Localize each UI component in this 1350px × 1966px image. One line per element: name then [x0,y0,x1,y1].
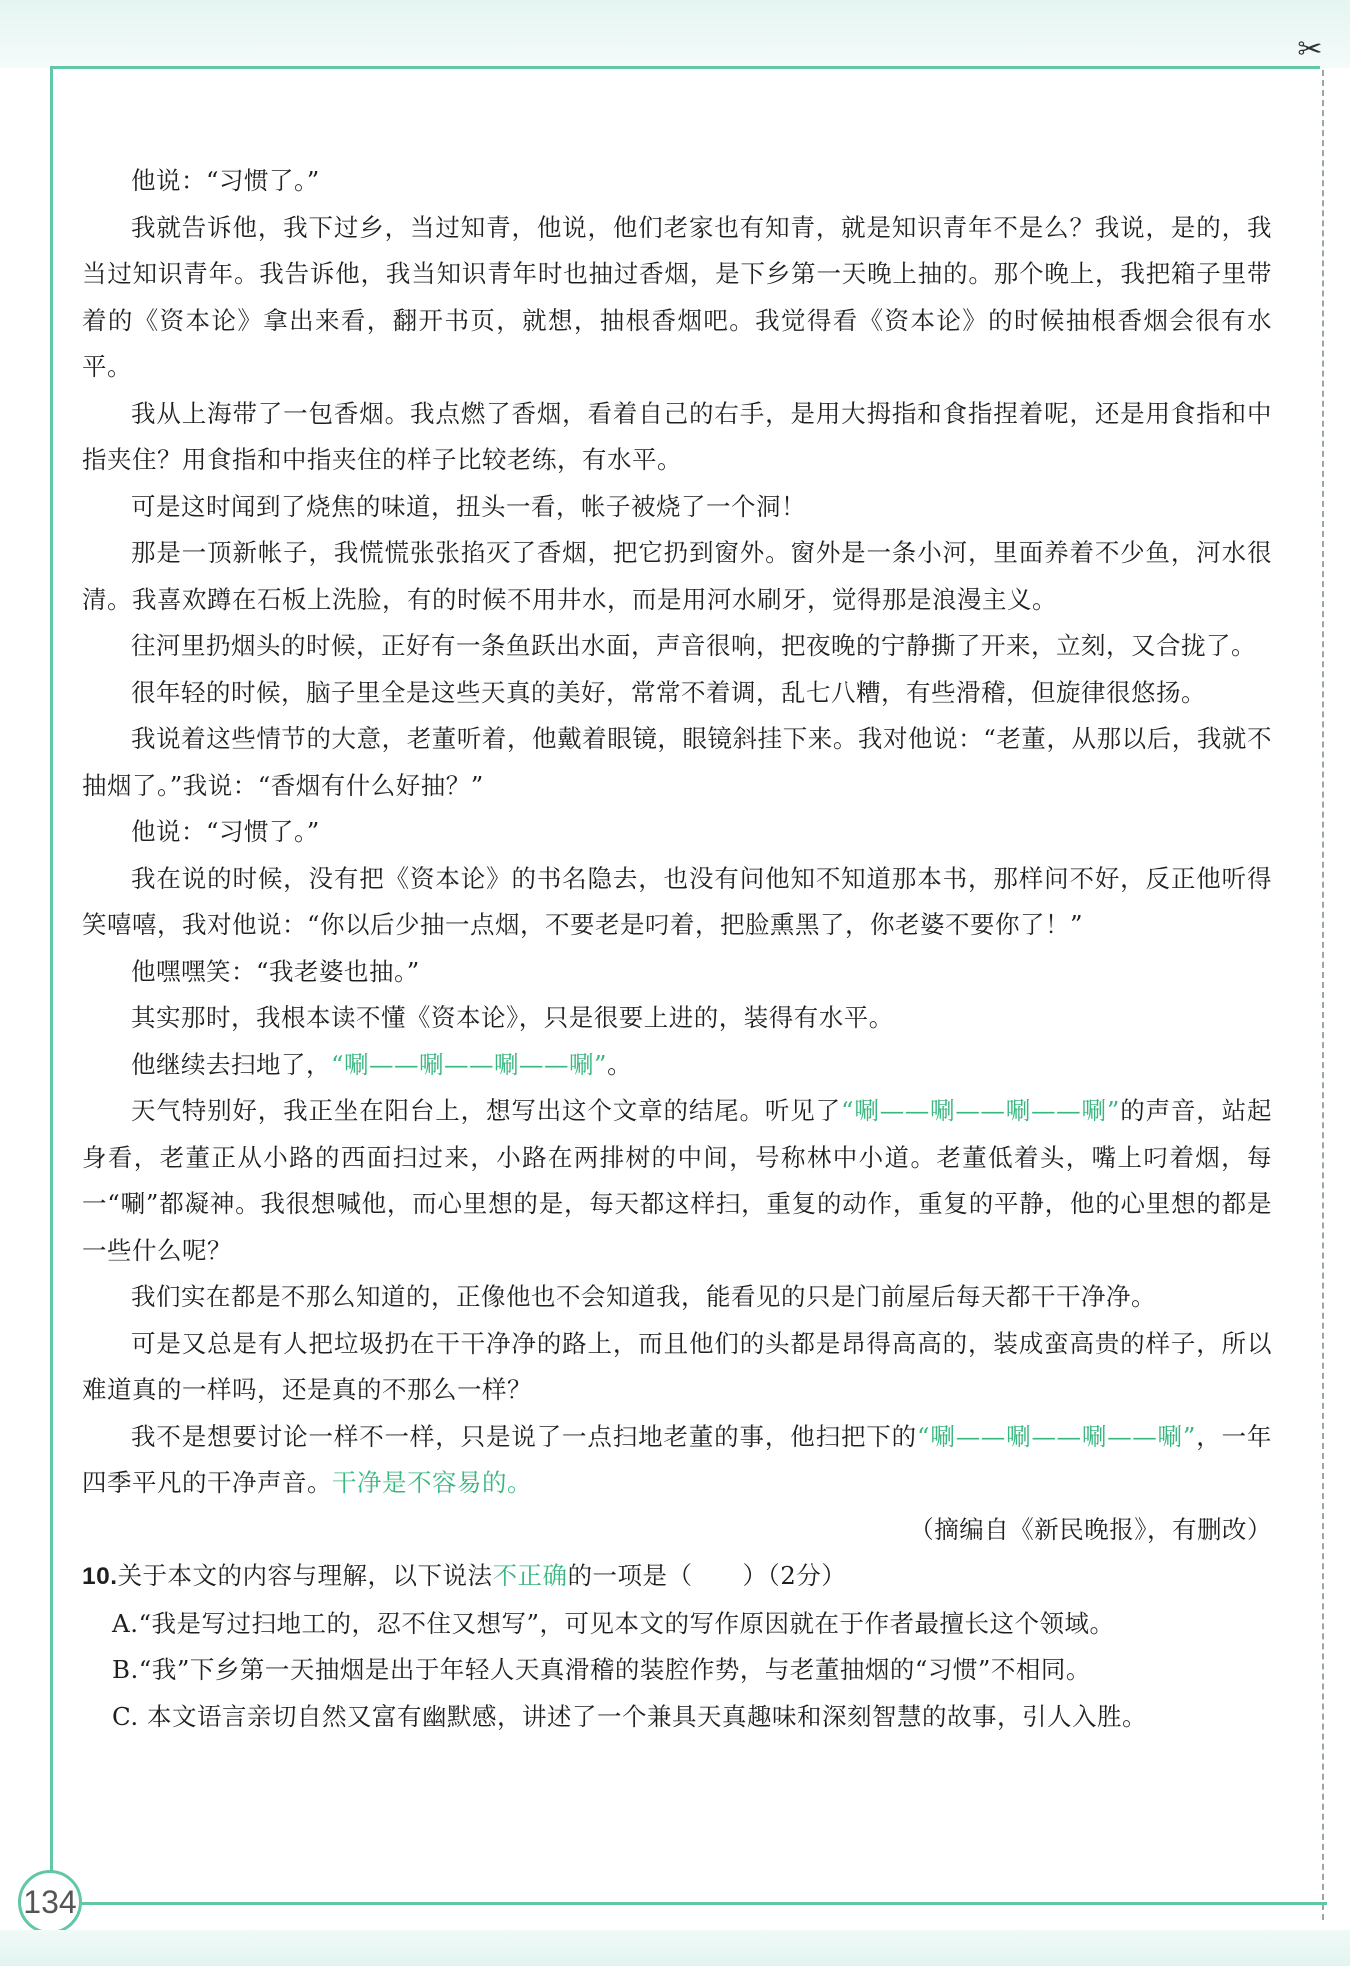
bottom-rule [82,1902,1327,1905]
paragraph-list [82,158,1272,1507]
page-number-badge [18,1870,82,1934]
paragraph-text: 他嘿嘿笑：“我老婆也抽。” [131,956,420,986]
highlighted-text: “唰——唰——唰——唰” [840,1096,1120,1125]
question-stem [82,1553,1272,1601]
paragraph-text: 往河里扔烟头的时候，正好有一条鱼跃出水面，声音很响，把夜晚的宁静撕了开来，立刻，又合拢了。 [131,631,1256,660]
paragraph [82,995,1272,1042]
paragraph-text: 可是这时闻到了烧焦的味道，扭头一看，帐子被烧了一个洞！ [131,491,806,521]
paragraph [82,1414,1272,1507]
paragraph [82,205,1272,391]
option-a[interactable]: A.“我是写过扫地工的，忍不住又想写”，可见本文的写作原因就在于作者最擅长这个领域。 [112,1608,1115,1638]
option-b[interactable]: B.“我”下乡第一天抽烟是出于年轻人天真滑稽的装腔作势，与老董抽烟的“习惯”不相同。 [112,1655,1091,1684]
paragraph [82,391,1272,484]
paragraph [82,949,1272,996]
paragraph [82,623,1272,670]
paragraph-text: 我就告诉他，我下过乡，当过知青，他说，他们老家也有知青，就是知识青年不是么？我说，是的，我当过知识青年。我告诉他，我当知识青年时也抽过香烟，是下乡第一天晚上抽的。那个晚上，我把箱子里带着的《资本论》拿出来看，翻开书页，就想，抽根香烟吧。我觉得看《资本论》的时候抽根香烟会很有水平。 [82,212,1272,381]
paragraph-text: 天气特别好，我正坐在阳台上，想写出这个文章的结尾。听见了 [131,1096,841,1125]
paragraph-text: 。 [607,1049,633,1079]
paragraph [82,530,1272,623]
paragraph [82,670,1272,717]
paragraph [82,1321,1272,1414]
cut-line [1322,70,1324,1920]
paragraph [82,1042,1272,1089]
paragraph-text: 的声音，站起身看，老董正从小路的西面扫过来，小路在两排树的中间，号称林中小道。老董低着头，嘴上叼着烟，每一“唰”都凝神。我很想喊他，而心里想的是，每天都这样扫，重复的动作，重复的平静，他的心里想的都是一些什么呢？ [82,1096,1273,1265]
highlighted-text: “唰——唰——唰——唰” [331,1049,608,1079]
paragraph [82,158,1272,205]
question-stem-highlight: 不正确 [492,1561,568,1590]
top-band [0,0,1350,68]
paragraph-text: 我不是想要讨论一样不一样，只是说了一点扫地老董的事，他扫把下的 [131,1421,918,1451]
paragraph-text: 很年轻的时候，脑子里全是这些天真的美好，常常不着调，乱七八糟，有些滑稽，但旋律很悠扬。 [131,677,1206,707]
paragraph [82,716,1272,809]
paragraph [82,809,1272,856]
page-number: 134 [23,1883,77,1920]
paragraph-text: 那是一顶新帐子，我慌慌张张掐灭了香烟，把它扔到窗外。窗外是一条小河，里面养着不少鱼，河水很清。我喜欢蹲在石板上洗脸，有的时候不用井水，而是用河水刷牙，觉得那是浪漫主义。 [82,538,1272,614]
question-number: 10. [82,1563,118,1590]
paragraph-text: 他说：“习惯了。” [131,817,320,846]
paragraph [82,1274,1272,1321]
question-stem-before: 关于本文的内容与理解，以下说法 [117,1561,493,1590]
highlighted-text: 干净是不容易的。 [332,1468,532,1497]
paragraph-text: 他说：“习惯了。” [131,166,320,195]
paragraph-text: 他继续去扫地了， [131,1049,331,1079]
paragraph-text: 我们实在都是不那么知道的，正像他也不会知道我，能看见的只是门前屋后每天都干干净净。 [131,1282,1156,1311]
paragraph [82,856,1272,949]
scissors-icon: ✂ [1297,32,1323,67]
option-c[interactable]: C. 本文语言亲切自然又富有幽默感，讲述了一个兼具天真趣味和深刻智慧的故事，引人入胜。 [112,1701,1147,1731]
paragraph [82,484,1272,531]
paragraph-text: 我说着这些情节的大意，老董听着，他戴着眼镜，眼镜斜挂下来。我对他说：“老董，从那以后，我就不抽烟了。”我说：“香烟有什么好抽？” [82,724,1272,800]
question-stem-after: 的一项是（ ）（2分） [567,1561,847,1590]
article-body [82,158,1272,1740]
question-10 [82,1553,1272,1740]
paragraph-text: ，一年四季平凡的干净声音。 [82,1421,1273,1497]
highlighted-text: “唰——唰——唰——唰” [917,1421,1196,1451]
bottom-band [0,1930,1350,1966]
paragraph-text: 可是又总是有人把垃圾扔在干干净净的路上，而且他们的头都是昂得高高的，装成蛮高贵的样子，所以难道真的一样吗，还是真的不那么一样？ [82,1328,1272,1404]
source-note: （摘编自《新民晚报》，有删改） [909,1514,1272,1544]
paragraph-text: 其实那时，我根本读不懂《资本论》，只是很要上进的，装得有水平。 [131,1003,894,1032]
paragraph-text: 我在说的时候，没有把《资本论》的书名隐去，也没有问他知不知道那本书，那样问不好，反正他听得笑嘻嘻，我对他说：“你以后少抽一点烟，不要老是叼着，把脸熏黑了，你老婆不要你了！” [82,863,1272,939]
paragraph [82,1088,1272,1274]
paragraph-text: 我从上海带了一包香烟。我点燃了香烟，看着自己的右手，是用大拇指和食指捏着呢，还是用食指和中指夹住？用食指和中指夹住的样子比较老练，有水平。 [82,398,1272,474]
